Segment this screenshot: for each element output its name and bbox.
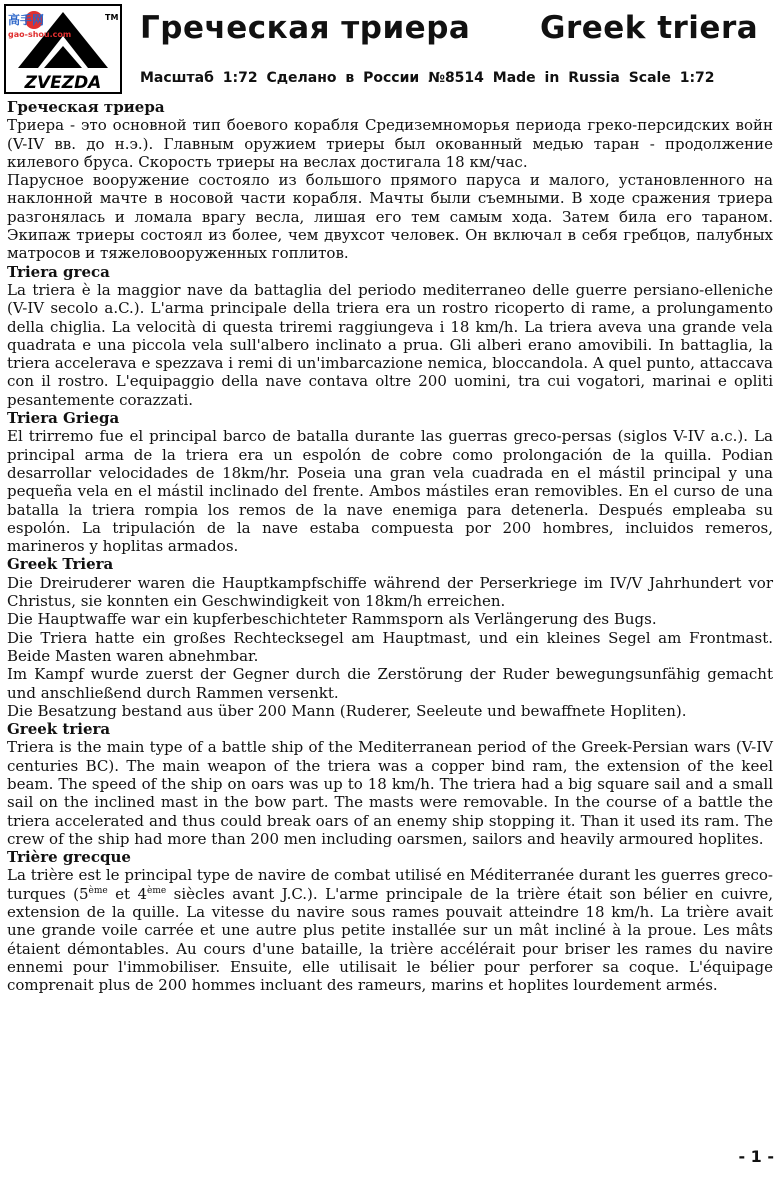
trademark-label: TM (105, 13, 119, 22)
section-title: Trière grecque (7, 848, 131, 867)
paragraph: Im Kampf wurde zuerst der Gegner durch die Zerstörung der Ruder bewegungsunfähig gemacht und anschließend durch Rammen versenkt. (7, 665, 773, 702)
paragraph: Die Besatzung bestand aus über 200 Mann (Ruderer, Seeleute und bewaffnete Hopliten). (7, 701, 687, 720)
section-english (7, 720, 773, 848)
scale-info-line: Масштаб 1:72 Сделано в России №8514 Made in Russia Scale 1:72 (140, 70, 715, 86)
paragraph: Die Triera hatte ein großes Rechtecksegel am Hauptmast, und ein kleines Segel am Frontmast. Beide Masten waren abnehmbar. (7, 628, 773, 665)
paragraph: Die Dreiruderer waren die Hauptkampfschiffe während der Perserkriege im IV/V Jahrhundert vor Christus, sie konnten ein Geschwindigkeit von 18km/h erreichen. (7, 573, 773, 611)
section-italian (7, 263, 773, 409)
paragraph: Die Hauptwaffe war ein kupferbeschichteter Rammsporn als Verlängerung des Bugs. (7, 610, 657, 629)
text-run: et 4 (107, 884, 148, 903)
paragraph: Триера - это основной тип боевого корабля Средиземноморья периода греко-персидских войн (V-IV вв. до н.э.). Главным оружием триеры был окованный медью таран - продолжение килевого бруса. Скорость триеры на веслах достигала 18 км/час. (7, 116, 773, 171)
instructions-text (7, 98, 773, 995)
section-title: Греческая триера (7, 98, 165, 116)
title-english: Greek triera (540, 10, 759, 46)
text-run: siècles avant J.C.). L'arme principale de la trière était son bélier en cuivre, extension de la quille. La vitesse du navire sous rames pouvait atteindre 18 km/h. La trière avait une grande voile carrée et une autre plus petite installée sur un mât incliné à la proue. Les mâts étaient démontables. Au cours d'une bataille, la trière accélérait pour briser les rames du navire ennemi pour l'immobiliser. Ensuite, elle utilisait le bélier pour perforer sa coque. L'équipage comprenait plus de 200 hommes incluant des rameurs, marins et hoplites lourdement armés. (7, 884, 773, 995)
logo-text: ZVEZDA (24, 73, 102, 93)
title-russian: Греческая триера (140, 10, 471, 46)
section-title: Triera Griega (7, 409, 120, 428)
section-russian (7, 98, 773, 263)
section-title: Greek Triera (7, 555, 114, 574)
paragraph: La triera è la maggior nave da battaglia del periodo mediterraneo delle guerre persiano-elleniche (V-IV secolo a.C.). L'arma principale della triera era un rostro ricoperto di rame, a prolungamento della chiglia. La velocità di questa triremi raggiungeva i 18 km/h. La triera aveva una grande vela quadrata e una piccola vela sull'albero inclinato a prua. Gli alberi erano amovibili. In battaglia, la triera accelerava e spezzava i remi di un'imbarcazione nemica, bloccandola. A quel punto, attaccava con il rostro. L'equipaggio della nave contava oltre 200 uomini, tra cui vogatori, marinai e opliti pesantemente corazzati. (7, 280, 773, 409)
text-run: La trière est le principal type de navire de combat utilisé en Méditerranée durant les guerres greco-turques (5 (7, 866, 773, 903)
section-french (7, 848, 773, 994)
paragraph: El trirremo fue el principal barco de batalla durante las guerras greco-persas (siglos V-IV a.c.). La principal arma de la triera era un espolón de cobre como prolongación de la quilla. Podian desarrollar velocidades de 18km/hr. Poseia una gran vela cuadrada en el mástil principal y una pequeña vela en el mástil inclinado del frente. Ambos mástiles eran removibles. En el curso de una batalla la triera rompia los remos de la nave enemiga para detenerla. Después empleaba su espolón. La tripulación de la nave estaba compuesta por 200 hombres, incluidos remeros, marineros y hoplitas armados. (7, 427, 773, 556)
zvezda-logo (4, 4, 122, 94)
header (0, 0, 784, 98)
section-german (7, 555, 773, 720)
section-title: Greek triera (7, 720, 111, 739)
paragraph (7, 866, 773, 994)
superscript: ème (88, 885, 108, 896)
watermark-text: 高手网 (8, 13, 45, 27)
paragraph: Парусное вооружение состояло из большого прямого паруса и малого, установленного на наклонной мачте в носовой части корабля. Мачты были съемными. В ходе сражения триера разгонялась и ломала врагу весла, лишая его тем самым хода. Затем била его тараном. Экипаж триеры состоял из более, чем двухсот человек. Он включал в себя гребцов, палубных матросов и тяжеловооруженных гоплитов. (7, 171, 773, 263)
section-title: Triera greca (7, 262, 110, 281)
section-spanish (7, 409, 773, 555)
paragraph: Triera is the main type of a battle ship of the Mediterranean period of the Greek-Persian wars (V-IV centuries BC). The main weapon of the triera was a copper bind ram, the extension of the keel beam. The speed of the ship on oars was up to 18 km/h. The triera had a big square sail and a small sail on the inclined mast in the bow part. The masts were removable. In the course of a battle the triera accelerated and thus could break oars of an enemy ship stopping it. Than it used its ram. The crew of the ship had more than 200 men including oarsmen, sailors and heavily armoured hoplites. (7, 738, 773, 848)
superscript: ème (147, 885, 167, 896)
watermark-url: gao-shou.com (8, 30, 72, 39)
page-number: - 1 - (738, 1147, 774, 1166)
